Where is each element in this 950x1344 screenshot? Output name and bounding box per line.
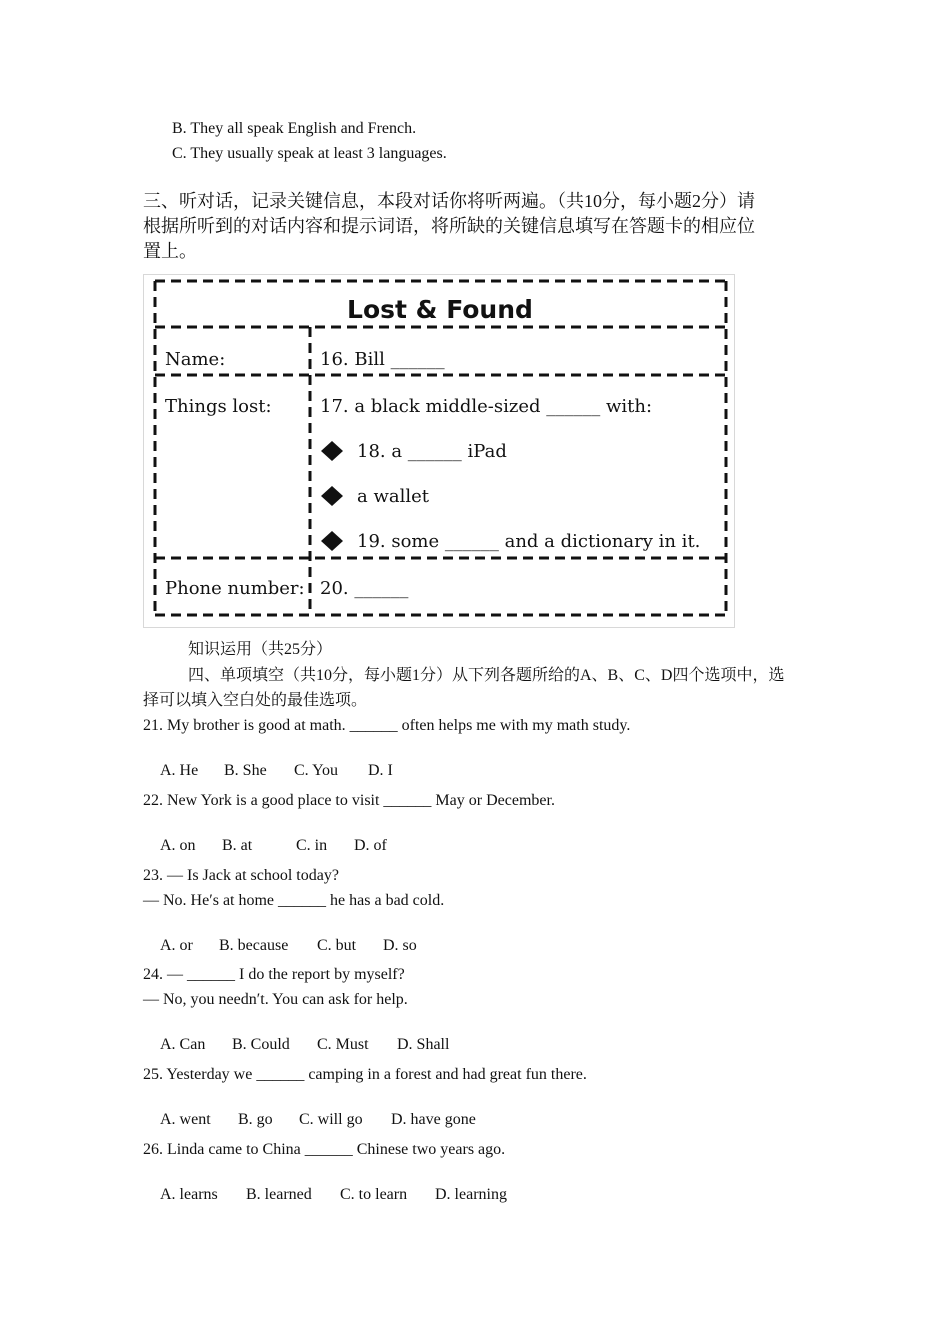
option-c: C. to learn	[340, 1186, 408, 1203]
diamond-bullet-icon	[321, 531, 343, 551]
option-a: A. He	[160, 762, 199, 779]
option-a: A. on	[160, 837, 196, 854]
section3-instruction-line3: 置上。	[143, 241, 197, 261]
option-b: B. go	[238, 1111, 273, 1128]
option-b: B. They all speak English and French.	[172, 120, 417, 137]
option-a: A. went	[160, 1111, 211, 1128]
question-21-options	[152, 741, 393, 781]
section3-instruction-line1: 三、听对话，记录关键信息，本段对话你将听两遍。（共10分，每小题2分）请	[143, 191, 755, 211]
option-b: B. at	[222, 837, 253, 854]
item-wallet: a wallet	[357, 486, 429, 507]
option-c: C. will go	[299, 1111, 363, 1128]
question-23-stem-line1: 23. — Is Jack at school today?	[143, 867, 339, 884]
option-c: C. They usually speak at least 3 languages.	[172, 145, 447, 162]
option-a: A. learns	[160, 1186, 218, 1203]
option-c: C. Must	[317, 1036, 369, 1053]
card-title: Lost & Found	[347, 295, 533, 324]
question-24-options	[152, 1015, 449, 1055]
phone-value: 20. ______	[320, 578, 409, 599]
question-24-stem-line1: 24. — ______ I do the report by myself?	[143, 966, 405, 983]
diamond-bullet-icon	[321, 441, 343, 461]
option-b: B. Could	[232, 1036, 290, 1053]
option-c: C. in	[296, 837, 328, 854]
option-d: D. have gone	[391, 1111, 476, 1128]
option-b: B. learned	[246, 1186, 312, 1203]
option-d: D. of	[354, 837, 387, 854]
question-26-stem: 26. Linda came to China ______ Chinese two years ago.	[143, 1141, 506, 1158]
things-lost-label: Things lost:	[165, 396, 272, 417]
lost-and-found-table	[144, 275, 734, 627]
name-value: 16. Bill ______	[320, 349, 445, 370]
knowledge-heading: 知识运用（共25分）	[188, 641, 333, 658]
option-b: B. She	[224, 762, 267, 779]
section3-instruction-line2: 根据所听到的对话内容和提示词语，将所缺的关键信息填写在答题卡的相应位	[143, 216, 755, 236]
lost-and-found-card	[143, 274, 735, 628]
section4-instruction-line1: 四、单项填空（共10分，每小题1分）从下列各题所给的A、B、C、D四个选项中，选	[188, 667, 785, 684]
option-b: B. because	[219, 937, 289, 954]
question-23-options	[152, 916, 417, 956]
item-17: 17. a black middle-sized ______ with:	[320, 396, 653, 417]
option-a: A. Can	[160, 1036, 206, 1053]
option-c: C. but	[317, 937, 357, 954]
option-d: D. so	[383, 937, 417, 954]
option-d: D. Shall	[397, 1036, 450, 1053]
question-24-stem-line2: — No, you needn′t. You can ask for help.	[143, 991, 408, 1008]
name-label: Name:	[165, 349, 226, 370]
question-21-stem: 21. My brother is good at math. ______ often helps me with my math study.	[143, 717, 631, 734]
question-25-options	[152, 1090, 476, 1130]
question-26-options	[152, 1165, 507, 1205]
option-c: C. You	[294, 762, 339, 779]
option-d: D. I	[368, 762, 393, 779]
question-25-stem: 25. Yesterday we ______ camping in a forest and had great fun there.	[143, 1066, 587, 1083]
question-22-options	[152, 816, 387, 856]
item-19: 19. some ______ and a dictionary in it.	[357, 531, 701, 552]
item-18: 18. a ______ iPad	[357, 441, 507, 462]
phone-label: Phone number:	[165, 578, 305, 599]
option-d: D. learning	[435, 1186, 507, 1203]
section4-instruction-line2: 择可以填入空白处的最佳选项。	[143, 692, 368, 709]
option-a: A. or	[160, 937, 193, 954]
question-22-stem: 22. New York is a good place to visit ______ May or December.	[143, 792, 555, 809]
diamond-bullet-icon	[321, 486, 343, 506]
question-23-stem-line2: — No. He′s at home ______ he has a bad cold.	[143, 892, 445, 909]
